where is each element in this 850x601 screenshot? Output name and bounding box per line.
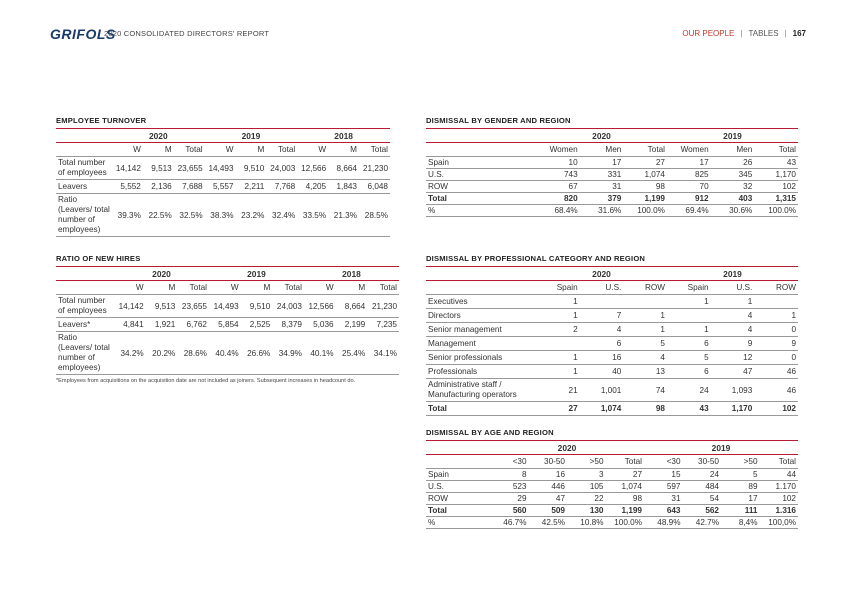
table-title: RATIO OF NEW HIRES: [56, 254, 399, 267]
table-cell: 21.3%: [328, 194, 359, 237]
table-title: EMPLOYEE TURNOVER: [56, 116, 390, 129]
table-cell: 1,199: [606, 505, 645, 517]
row-label: Management: [426, 337, 536, 351]
table-cell: 32: [711, 181, 755, 193]
table-cell: 345: [711, 169, 755, 181]
row-label: ROW: [426, 493, 490, 505]
table-cell: 2,211: [236, 180, 267, 194]
table-cell: 26: [711, 157, 755, 169]
row-label: U.S.: [426, 169, 536, 181]
table-cell: 14,142: [112, 157, 143, 180]
year-header: 2020: [114, 267, 209, 281]
table-cell: 31: [644, 493, 683, 505]
table-cell: 24: [667, 379, 711, 402]
table-row: [426, 402, 798, 416]
table-cell: [623, 295, 667, 309]
table-cell: 10: [536, 157, 580, 169]
row-label: Leavers: [56, 180, 112, 194]
table-cell: 7,235: [367, 318, 399, 332]
table-cell: 17: [580, 157, 624, 169]
table-cell: 4,841: [114, 318, 146, 332]
table-cell: 523: [490, 481, 529, 493]
row-label: Total number of employees: [56, 157, 112, 180]
table-cell: 34.9%: [272, 332, 304, 375]
table-cell: 1,921: [146, 318, 178, 332]
report-title: 2020 CONSOLIDATED DIRECTORS' REPORT: [104, 29, 270, 38]
table-cell: 21: [536, 379, 580, 402]
table-cell: 98: [606, 493, 645, 505]
table-row: [426, 351, 798, 365]
table-cell: 23,655: [177, 295, 209, 318]
table-cell: 102: [760, 493, 799, 505]
dismissal-age-table: [426, 428, 798, 529]
table-cell: 6,762: [177, 318, 209, 332]
row-label: Total: [426, 505, 490, 517]
table-cell: [536, 337, 580, 351]
table-cell: 12: [711, 351, 755, 365]
column-headers: <30 30-50 >50 Total <30 30-50 >50 Total: [426, 455, 798, 469]
column-headers: W M Total W M Total W M Total: [56, 281, 399, 295]
year-header: 2020: [490, 441, 644, 455]
table-cell: 597: [644, 481, 683, 493]
table-cell: 2,136: [143, 180, 174, 194]
table-cell: 20.2%: [146, 332, 178, 375]
table-cell: 22: [567, 493, 606, 505]
table-cell: 5: [623, 337, 667, 351]
table-cell: 46: [754, 365, 798, 379]
table-cell: 21,230: [359, 157, 390, 180]
table-cell: 111: [721, 505, 760, 517]
table-cell: 1,074: [606, 481, 645, 493]
table-cell: 47: [529, 493, 568, 505]
table-cell: 1,199: [623, 193, 667, 205]
table-cell: [580, 295, 624, 309]
footnote: *Employees from acquisitions on the acquisition date are not included as joiners. Subsequent increases in headcount do.: [56, 378, 356, 384]
table-cell: 5,854: [209, 318, 241, 332]
table-cell: 1,093: [711, 379, 755, 402]
table-cell: 70: [667, 181, 711, 193]
table-cell: 8,664: [336, 295, 368, 318]
table-cell: 100,0%: [760, 517, 799, 529]
row-label: Executives: [426, 295, 536, 309]
table-cell: 8,664: [328, 157, 359, 180]
table-cell: 32.4%: [266, 194, 297, 237]
table-cell: 820: [536, 193, 580, 205]
table-cell: 1: [667, 323, 711, 337]
table-cell: 1,315: [754, 193, 798, 205]
table-cell: 1,074: [580, 402, 624, 416]
table-cell: 17: [721, 493, 760, 505]
row-label: %: [426, 205, 536, 217]
table-cell: 25.4%: [336, 332, 368, 375]
table-cell: 105: [567, 481, 606, 493]
table-cell: 27: [536, 402, 580, 416]
table-cell: 23.2%: [236, 194, 267, 237]
table-cell: 9,510: [236, 157, 267, 180]
table-cell: 34.1%: [367, 332, 399, 375]
row-label: U.S.: [426, 481, 490, 493]
column-headers: Spain U.S. ROW Spain U.S. ROW: [426, 281, 798, 295]
table-cell: 1: [536, 309, 580, 323]
table-cell: 9,513: [143, 157, 174, 180]
row-label: Senior professionals: [426, 351, 536, 365]
table-cell: 8,4%: [721, 517, 760, 529]
year-header: 2020: [112, 129, 205, 143]
table-cell: 43: [754, 157, 798, 169]
table-cell: 562: [683, 505, 722, 517]
table-cell: 100.0%: [623, 205, 667, 217]
table-cell: 12,566: [304, 295, 336, 318]
table-cell: 560: [490, 505, 529, 517]
table-row: [426, 157, 798, 169]
year-header: 2019: [205, 129, 298, 143]
table-cell: 102: [754, 402, 798, 416]
table-cell: 14,142: [114, 295, 146, 318]
table-cell: 47: [711, 365, 755, 379]
table-cell: 4: [711, 323, 755, 337]
table-cell: 1.316: [760, 505, 799, 517]
row-label: ROW: [426, 181, 536, 193]
row-label: Total number of employees: [56, 295, 114, 318]
separator: |: [784, 29, 787, 38]
table-cell: 42.7%: [683, 517, 722, 529]
row-label: %: [426, 517, 490, 529]
table-cell: 27: [606, 469, 645, 481]
table-cell: 9,510: [241, 295, 273, 318]
table-cell: 98: [623, 402, 667, 416]
table-row: [426, 309, 798, 323]
table-cell: 1: [711, 295, 755, 309]
table-row: [426, 181, 798, 193]
table-row: [56, 332, 399, 375]
table-row: [426, 469, 798, 481]
section-link[interactable]: OUR PEOPLE: [682, 29, 735, 38]
table-cell: 446: [529, 481, 568, 493]
table-cell: [754, 295, 798, 309]
table-cell: 6,048: [359, 180, 390, 194]
table-cell: 40.1%: [304, 332, 336, 375]
table-cell: 33.5%: [297, 194, 328, 237]
year-header: 2020: [536, 267, 667, 281]
table-cell: 2,525: [241, 318, 273, 332]
table-cell: 40: [580, 365, 624, 379]
row-label: Leavers*: [56, 318, 114, 332]
subsection-link[interactable]: TABLES: [748, 29, 779, 38]
row-label: Spain: [426, 157, 536, 169]
table-cell: 4: [711, 309, 755, 323]
table-cell: 403: [711, 193, 755, 205]
table-cell: 2,199: [336, 318, 368, 332]
table-cell: 9: [754, 337, 798, 351]
table-cell: 1,074: [623, 169, 667, 181]
row-label: Professionals: [426, 365, 536, 379]
table-row: [56, 157, 390, 180]
table-cell: 9: [711, 337, 755, 351]
table-cell: 1: [536, 295, 580, 309]
table-cell: 1,001: [580, 379, 624, 402]
table-cell: 331: [580, 169, 624, 181]
table-row: [426, 323, 798, 337]
table-cell: 1: [536, 351, 580, 365]
table-title: DISMISSAL BY GENDER AND REGION: [426, 116, 798, 129]
table-row: [56, 295, 399, 318]
table-cell: 44: [760, 469, 799, 481]
year-header: 2018: [304, 267, 399, 281]
year-header: 2019: [667, 129, 798, 143]
table-cell: 15: [644, 469, 683, 481]
page-header: [0, 26, 850, 42]
table-cell: 1: [536, 365, 580, 379]
table-cell: 6: [580, 337, 624, 351]
table-cell: 4,205: [297, 180, 328, 194]
table-cell: 26.6%: [241, 332, 273, 375]
table-cell: 1: [623, 323, 667, 337]
table-cell: 1: [754, 309, 798, 323]
table-cell: 89: [721, 481, 760, 493]
table-cell: 5: [721, 469, 760, 481]
table-cell: 29: [490, 493, 529, 505]
table-row: [426, 205, 798, 217]
table-cell: 0: [754, 351, 798, 365]
table-cell: 912: [667, 193, 711, 205]
table-cell: 509: [529, 505, 568, 517]
table-cell: 28.6%: [177, 332, 209, 375]
table-cell: 379: [580, 193, 624, 205]
table-cell: [667, 309, 711, 323]
table-title: DISMISSAL BY AGE AND REGION: [426, 428, 798, 441]
table-cell: 43: [667, 402, 711, 416]
table-cell: 12,566: [297, 157, 328, 180]
year-header: 2018: [297, 129, 390, 143]
table-cell: 6: [667, 337, 711, 351]
table-row: [426, 365, 798, 379]
table-row: [426, 379, 798, 402]
table-cell: 46.7%: [490, 517, 529, 529]
table-cell: 8: [490, 469, 529, 481]
table-cell: 10.8%: [567, 517, 606, 529]
row-label: Senior management: [426, 323, 536, 337]
table-row: [56, 180, 390, 194]
table-row: [426, 481, 798, 493]
row-label: Spain: [426, 469, 490, 481]
table-cell: 1,170: [711, 402, 755, 416]
table-cell: 23,655: [174, 157, 205, 180]
table-cell: 24,003: [272, 295, 304, 318]
table-cell: 42.5%: [529, 517, 568, 529]
table-cell: 17: [667, 157, 711, 169]
table-cell: 484: [683, 481, 722, 493]
table-cell: 98: [623, 181, 667, 193]
table-cell: 5,036: [304, 318, 336, 332]
table-row: [426, 169, 798, 181]
table-cell: 67: [536, 181, 580, 193]
year-header: 2019: [667, 267, 798, 281]
table-cell: 4: [580, 323, 624, 337]
page-number: 167: [792, 29, 806, 38]
table-cell: 9,513: [146, 295, 178, 318]
table-cell: 14,493: [209, 295, 241, 318]
table-cell: 39.3%: [112, 194, 143, 237]
year-header: 2019: [644, 441, 798, 455]
row-label: Total: [426, 402, 536, 416]
table-cell: 3: [567, 469, 606, 481]
separator: |: [740, 29, 743, 38]
table-cell: 1.170: [760, 481, 799, 493]
table-row: [426, 193, 798, 205]
row-label: Directors: [426, 309, 536, 323]
table-cell: 48.9%: [644, 517, 683, 529]
table-cell: 6: [667, 365, 711, 379]
table-cell: 24,003: [266, 157, 297, 180]
year-header: 2020: [536, 129, 667, 143]
table-cell: 5: [667, 351, 711, 365]
table-cell: 7,768: [266, 180, 297, 194]
table-cell: 21,230: [367, 295, 399, 318]
dismissal-category-table: [426, 254, 798, 416]
table-row: [426, 493, 798, 505]
table-cell: 825: [667, 169, 711, 181]
table-row: [426, 517, 798, 529]
table-cell: 2: [536, 323, 580, 337]
table-cell: 102: [754, 181, 798, 193]
table-cell: 0: [754, 323, 798, 337]
row-label: Administrative staff / Manufacturing operators: [426, 379, 536, 402]
table-cell: 40.4%: [209, 332, 241, 375]
row-label: Ratio (Leavers/ total number of employees): [56, 194, 112, 237]
table-cell: 27: [623, 157, 667, 169]
table-cell: 8,379: [272, 318, 304, 332]
table-cell: 22.5%: [143, 194, 174, 237]
year-header: 2019: [209, 267, 304, 281]
table-cell: 4: [623, 351, 667, 365]
table-cell: 68.4%: [536, 205, 580, 217]
table-cell: 130: [567, 505, 606, 517]
table-cell: 1: [623, 309, 667, 323]
table-cell: 1,170: [754, 169, 798, 181]
table-row: [426, 295, 798, 309]
column-headers: W M Total W M Total W M Total: [56, 143, 390, 157]
table-cell: 74: [623, 379, 667, 402]
table-cell: 743: [536, 169, 580, 181]
new-hires-table: [56, 254, 399, 384]
table-cell: 5,557: [205, 180, 236, 194]
table-row: [426, 337, 798, 351]
table-cell: 31: [580, 181, 624, 193]
table-cell: 14,493: [205, 157, 236, 180]
breadcrumb: [682, 29, 806, 38]
table-cell: 30.6%: [711, 205, 755, 217]
table-cell: 34.2%: [114, 332, 146, 375]
table-cell: 13: [623, 365, 667, 379]
table-cell: 16: [580, 351, 624, 365]
table-cell: 31.6%: [580, 205, 624, 217]
table-cell: 7: [580, 309, 624, 323]
row-label: Ratio (Leavers/ total number of employees): [56, 332, 114, 375]
table-cell: 7,688: [174, 180, 205, 194]
table-cell: 24: [683, 469, 722, 481]
row-label: Total: [426, 193, 536, 205]
table-cell: 69.4%: [667, 205, 711, 217]
table-cell: 100.0%: [606, 517, 645, 529]
table-cell: 28.5%: [359, 194, 390, 237]
table-cell: 16: [529, 469, 568, 481]
table-row: [56, 318, 399, 332]
table-cell: 46: [754, 379, 798, 402]
column-headers: Women Men Total Women Men Total: [426, 143, 798, 157]
table-row: [426, 505, 798, 517]
grifols-logo: GRIFOLS: [50, 26, 116, 42]
table-row: [56, 194, 390, 237]
table-cell: 1: [667, 295, 711, 309]
table-cell: 643: [644, 505, 683, 517]
table-title: DISMISSAL BY PROFESSIONAL CATEGORY AND REGION: [426, 254, 798, 267]
dismissal-gender-table: [426, 116, 798, 217]
table-cell: 100.0%: [754, 205, 798, 217]
table-cell: 38.3%: [205, 194, 236, 237]
table-cell: 32.5%: [174, 194, 205, 237]
table-cell: 54: [683, 493, 722, 505]
table-cell: 1,843: [328, 180, 359, 194]
table-cell: 5,552: [112, 180, 143, 194]
employee-turnover-table: [56, 116, 390, 237]
